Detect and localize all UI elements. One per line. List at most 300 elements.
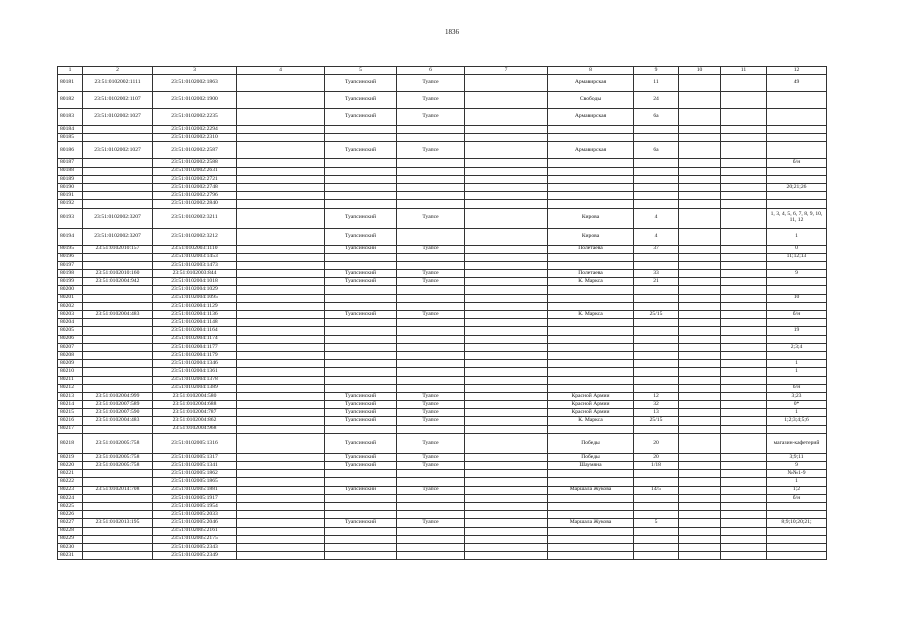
table-cell: 80210 bbox=[58, 368, 83, 376]
table-cell bbox=[721, 183, 767, 191]
table-cell bbox=[634, 294, 679, 302]
table-cell bbox=[721, 327, 767, 335]
column-header: 9 bbox=[634, 67, 679, 75]
table-row bbox=[58, 192, 827, 200]
table-cell bbox=[465, 519, 548, 527]
table-cell: 23:51:0102002:1111 bbox=[83, 75, 153, 92]
table-cell bbox=[634, 343, 679, 351]
table-cell bbox=[679, 294, 721, 302]
table-cell bbox=[325, 302, 397, 310]
table-cell: 23:51:0102002:2587 bbox=[153, 142, 237, 159]
table-cell bbox=[721, 519, 767, 527]
table-cell bbox=[721, 253, 767, 261]
table-cell bbox=[83, 376, 153, 384]
table-cell bbox=[397, 126, 465, 134]
table-cell: 80212 bbox=[58, 384, 83, 392]
table-cell bbox=[721, 392, 767, 400]
table-cell bbox=[397, 502, 465, 510]
table-cell: 23:51:0102014:708 bbox=[83, 486, 153, 494]
table-cell: 23:51:0102002:1027 bbox=[83, 109, 153, 126]
table-cell: Туапсе bbox=[397, 109, 465, 126]
table-cell: 80225 bbox=[58, 502, 83, 510]
table-cell bbox=[397, 527, 465, 535]
table-cell bbox=[397, 470, 465, 478]
table-cell: 80195 bbox=[58, 245, 83, 253]
table-cell bbox=[679, 253, 721, 261]
table-cell bbox=[721, 175, 767, 183]
table-cell bbox=[237, 159, 325, 167]
table-cell: Полетаева bbox=[548, 270, 634, 278]
table-cell bbox=[237, 175, 325, 183]
table-cell: Туапсе bbox=[397, 486, 465, 494]
table-cell: 23:51:0102004:688 bbox=[153, 401, 237, 409]
table-cell: 23:51:0102007:589 bbox=[83, 401, 153, 409]
table-cell: 1, 3, 4, 5, 6, 7, 8, 9, 10, 11, 12 bbox=[767, 208, 827, 228]
table-cell bbox=[83, 192, 153, 200]
table-cell bbox=[634, 175, 679, 183]
table-cell bbox=[325, 425, 397, 433]
table-cell bbox=[237, 142, 325, 159]
table-cell: 80199 bbox=[58, 278, 83, 286]
table-cell: 23:51:0102005:2175 bbox=[153, 535, 237, 543]
table-cell: Туапсинский bbox=[325, 519, 397, 527]
table-cell bbox=[325, 376, 397, 384]
table-cell bbox=[679, 453, 721, 461]
table-cell bbox=[679, 519, 721, 527]
column-header: 3 bbox=[153, 67, 237, 75]
table-cell bbox=[237, 294, 325, 302]
table-cell bbox=[465, 167, 548, 175]
table-cell: Красной Армии bbox=[548, 392, 634, 400]
table-row bbox=[58, 159, 827, 167]
table-cell: 23:51:0102005:1316 bbox=[153, 433, 237, 453]
table-cell bbox=[397, 360, 465, 368]
table-cell bbox=[721, 360, 767, 368]
table-cell bbox=[721, 192, 767, 200]
table-cell bbox=[83, 502, 153, 510]
table-cell: 49 bbox=[767, 75, 827, 92]
table-cell bbox=[465, 401, 548, 409]
table-cell bbox=[465, 511, 548, 519]
table-cell bbox=[237, 261, 325, 269]
table-cell: Туапсинский bbox=[325, 142, 397, 159]
table-cell: Туапсе bbox=[397, 75, 465, 92]
table-cell: 23:51:0102004:1361 bbox=[153, 368, 237, 376]
table-cell bbox=[237, 351, 325, 359]
table-cell: 23:51:0102007:590 bbox=[83, 409, 153, 417]
table-cell bbox=[548, 494, 634, 502]
table-cell bbox=[548, 368, 634, 376]
table-cell bbox=[634, 351, 679, 359]
table-cell: 23:51:0102005:758 bbox=[83, 453, 153, 461]
table-row bbox=[58, 502, 827, 510]
table-cell: Туапсе bbox=[397, 208, 465, 228]
table-cell: 80227 bbox=[58, 519, 83, 527]
table-cell bbox=[679, 462, 721, 470]
table-cell bbox=[634, 261, 679, 269]
table-cell bbox=[237, 245, 325, 253]
table-cell bbox=[721, 208, 767, 228]
table-cell bbox=[325, 167, 397, 175]
table-row bbox=[58, 511, 827, 519]
table-cell bbox=[465, 159, 548, 167]
table-cell bbox=[721, 425, 767, 433]
table-cell bbox=[767, 192, 827, 200]
table-cell bbox=[767, 425, 827, 433]
table-cell bbox=[548, 175, 634, 183]
table-cell: 80182 bbox=[58, 92, 83, 109]
table-cell bbox=[548, 126, 634, 134]
table-row bbox=[58, 92, 827, 109]
table-cell: 23:51:0102004:1389 bbox=[153, 384, 237, 392]
table-cell bbox=[237, 425, 325, 433]
table-cell: 23:51:0102005:1865 bbox=[153, 478, 237, 486]
table-cell: 23:51:0102004:1378 bbox=[153, 376, 237, 384]
table-cell bbox=[721, 343, 767, 351]
table-cell bbox=[237, 200, 325, 208]
table-cell: 14/5 bbox=[634, 486, 679, 494]
table-cell: 80211 bbox=[58, 376, 83, 384]
table-cell bbox=[325, 327, 397, 335]
table-cell bbox=[679, 376, 721, 384]
table-cell: 23:51:0102002:2796 bbox=[153, 192, 237, 200]
table-cell bbox=[465, 92, 548, 109]
table-cell bbox=[397, 376, 465, 384]
table-cell: 23:51:0102002:3212 bbox=[153, 228, 237, 245]
column-header: 1 bbox=[58, 67, 83, 75]
table-cell: Красной Армии bbox=[548, 409, 634, 417]
table-cell bbox=[465, 494, 548, 502]
table-row bbox=[58, 417, 827, 425]
table-cell: 24 bbox=[634, 92, 679, 109]
table-cell bbox=[325, 126, 397, 134]
table-cell bbox=[721, 134, 767, 142]
table-cell bbox=[83, 511, 153, 519]
table-cell bbox=[721, 302, 767, 310]
table-cell: Туапсинский bbox=[325, 208, 397, 228]
table-cell: 80203 bbox=[58, 311, 83, 319]
table-cell bbox=[634, 478, 679, 486]
table-cell: Полетаева bbox=[548, 245, 634, 253]
table-cell bbox=[548, 502, 634, 510]
table-cell bbox=[679, 261, 721, 269]
table-row bbox=[58, 109, 827, 126]
table-cell: 23:51:0102004:1129 bbox=[153, 302, 237, 310]
table-cell: 1 bbox=[767, 228, 827, 245]
table-cell bbox=[237, 286, 325, 294]
table-cell bbox=[83, 384, 153, 392]
table-cell bbox=[548, 183, 634, 191]
table-cell bbox=[767, 126, 827, 134]
table-cell: Туапсе bbox=[397, 409, 465, 417]
table-cell: 80209 bbox=[58, 360, 83, 368]
table-cell bbox=[237, 384, 325, 392]
table-row bbox=[58, 543, 827, 551]
table-cell bbox=[548, 360, 634, 368]
table-cell bbox=[83, 360, 153, 368]
table-cell bbox=[767, 527, 827, 535]
table-cell bbox=[721, 126, 767, 134]
table-cell bbox=[548, 134, 634, 142]
table-cell bbox=[721, 109, 767, 126]
table-cell: 9 bbox=[767, 270, 827, 278]
table-cell: 37 bbox=[634, 245, 679, 253]
table-cell: 80226 bbox=[58, 511, 83, 519]
table-cell bbox=[397, 327, 465, 335]
table-cell bbox=[237, 486, 325, 494]
table-cell bbox=[237, 126, 325, 134]
table-row bbox=[58, 200, 827, 208]
table-cell bbox=[465, 253, 548, 261]
table-row bbox=[58, 142, 827, 159]
table-cell: 23:51:0102003:1453 bbox=[153, 253, 237, 261]
table-cell bbox=[397, 535, 465, 543]
table-body bbox=[58, 75, 827, 560]
table-cell bbox=[634, 126, 679, 134]
table-cell bbox=[397, 552, 465, 560]
table-cell bbox=[465, 502, 548, 510]
table-cell: 80229 bbox=[58, 535, 83, 543]
table-cell: 80223 bbox=[58, 486, 83, 494]
table-cell bbox=[325, 134, 397, 142]
table-cell: 23:51:0102003:1473 bbox=[153, 261, 237, 269]
table-cell bbox=[325, 319, 397, 327]
table-cell bbox=[397, 134, 465, 142]
table-cell bbox=[767, 502, 827, 510]
table-cell bbox=[465, 278, 548, 286]
table-row bbox=[58, 278, 827, 286]
table-cell bbox=[465, 368, 548, 376]
table-cell bbox=[679, 302, 721, 310]
table-cell: 1 bbox=[767, 368, 827, 376]
table-cell bbox=[465, 245, 548, 253]
table-cell: 80202 bbox=[58, 302, 83, 310]
table-cell: б/н bbox=[767, 311, 827, 319]
table-cell bbox=[548, 253, 634, 261]
table-cell: 80187 bbox=[58, 159, 83, 167]
table-row bbox=[58, 470, 827, 478]
table-cell bbox=[548, 543, 634, 551]
table-cell bbox=[548, 478, 634, 486]
table-row bbox=[58, 486, 827, 494]
table-cell bbox=[237, 278, 325, 286]
table-cell: 1 bbox=[767, 409, 827, 417]
table-cell bbox=[634, 302, 679, 310]
table-cell bbox=[679, 351, 721, 359]
table-cell bbox=[721, 294, 767, 302]
table-cell bbox=[634, 183, 679, 191]
table-cell: 23:51:0102003:1110 bbox=[153, 245, 237, 253]
table-cell bbox=[237, 270, 325, 278]
table-cell bbox=[721, 417, 767, 425]
table-cell bbox=[721, 167, 767, 175]
table-cell: 80206 bbox=[58, 335, 83, 343]
table-cell bbox=[465, 142, 548, 159]
table-cell bbox=[83, 478, 153, 486]
table-cell bbox=[548, 302, 634, 310]
table-cell bbox=[237, 167, 325, 175]
table-cell bbox=[83, 351, 153, 359]
table-cell bbox=[237, 502, 325, 510]
table-cell bbox=[679, 175, 721, 183]
table-cell bbox=[325, 470, 397, 478]
table-cell bbox=[548, 294, 634, 302]
table-cell bbox=[465, 294, 548, 302]
table-cell bbox=[679, 167, 721, 175]
table-cell bbox=[465, 409, 548, 417]
table-cell: Туапсинский bbox=[325, 453, 397, 461]
table-cell: 23:51:0102002:1027 bbox=[83, 142, 153, 159]
table-cell bbox=[721, 200, 767, 208]
table-cell bbox=[237, 409, 325, 417]
table-cell bbox=[397, 302, 465, 310]
table-cell: 80220 bbox=[58, 462, 83, 470]
table-cell bbox=[767, 335, 827, 343]
column-header: 4 bbox=[237, 67, 325, 75]
table-cell bbox=[721, 502, 767, 510]
table-cell: Туапсинский bbox=[325, 245, 397, 253]
table-cell: Туапсинский bbox=[325, 433, 397, 453]
table-cell bbox=[679, 134, 721, 142]
table-cell: 1;2 bbox=[767, 486, 827, 494]
table-cell: 80201 bbox=[58, 294, 83, 302]
table-cell: 10 bbox=[767, 294, 827, 302]
table-cell bbox=[465, 327, 548, 335]
table-cell: №№1-9 bbox=[767, 470, 827, 478]
table-cell: 80184 bbox=[58, 126, 83, 134]
table-cell bbox=[237, 228, 325, 245]
table-cell: 23:51:0102005:1881 bbox=[153, 486, 237, 494]
table-cell bbox=[767, 535, 827, 543]
table-cell: 23:51:0102004:862 bbox=[153, 417, 237, 425]
column-header: 12 bbox=[767, 67, 827, 75]
table-cell: Красной Армии bbox=[548, 401, 634, 409]
table-cell bbox=[325, 384, 397, 392]
table-cell bbox=[679, 401, 721, 409]
table-cell: 23:51:0102004:1018 bbox=[153, 278, 237, 286]
table-cell bbox=[634, 319, 679, 327]
table-cell bbox=[679, 417, 721, 425]
table-cell bbox=[397, 175, 465, 183]
table-cell bbox=[83, 535, 153, 543]
table-cell: 23:51:0102005:1954 bbox=[153, 502, 237, 510]
table-cell bbox=[679, 192, 721, 200]
table-cell bbox=[767, 511, 827, 519]
table-cell bbox=[679, 159, 721, 167]
table-cell: 23:51:0102002:3207 bbox=[83, 228, 153, 245]
table-cell bbox=[767, 92, 827, 109]
table-row bbox=[58, 208, 827, 228]
table-cell: Туапсинский bbox=[325, 462, 397, 470]
table-cell: 80231 bbox=[58, 552, 83, 560]
table-cell bbox=[767, 278, 827, 286]
table-row bbox=[58, 126, 827, 134]
table-cell bbox=[397, 351, 465, 359]
table-cell: 80215 bbox=[58, 409, 83, 417]
table-cell: 80230 bbox=[58, 543, 83, 551]
table-cell: 20 bbox=[634, 453, 679, 461]
table-cell bbox=[721, 311, 767, 319]
table-cell bbox=[237, 92, 325, 109]
table-cell bbox=[548, 167, 634, 175]
table-row bbox=[58, 494, 827, 502]
table-cell bbox=[679, 478, 721, 486]
table-cell: 23:51:0102002:1863 bbox=[153, 75, 237, 92]
table-row bbox=[58, 167, 827, 175]
table-cell: Туапсинский bbox=[325, 109, 397, 126]
table-cell: 80207 bbox=[58, 343, 83, 351]
table-cell bbox=[465, 343, 548, 351]
table-cell: 80197 bbox=[58, 261, 83, 269]
table-cell: 0* bbox=[767, 401, 827, 409]
table-cell bbox=[237, 535, 325, 543]
table-cell bbox=[465, 319, 548, 327]
table-cell bbox=[548, 527, 634, 535]
table-cell: Туапсе bbox=[397, 142, 465, 159]
column-header: 7 bbox=[465, 67, 548, 75]
table-cell bbox=[325, 335, 397, 343]
table-cell bbox=[237, 494, 325, 502]
table-cell: 23:51:0102002:2748 bbox=[153, 183, 237, 191]
table-cell bbox=[767, 351, 827, 359]
table-cell bbox=[721, 409, 767, 417]
table-cell: 23:51:0102002:2294 bbox=[153, 126, 237, 134]
table-cell bbox=[679, 126, 721, 134]
table-row bbox=[58, 478, 827, 486]
table-row bbox=[58, 425, 827, 433]
table-cell bbox=[679, 527, 721, 535]
table-cell bbox=[83, 286, 153, 294]
table-cell: 80185 bbox=[58, 134, 83, 142]
table-cell: Маршала Жукова bbox=[548, 486, 634, 494]
table-cell bbox=[679, 486, 721, 494]
table-row bbox=[58, 376, 827, 384]
table-cell bbox=[634, 502, 679, 510]
table-cell: 23:51:0102004:1179 bbox=[153, 351, 237, 359]
table-cell: Туапсе bbox=[397, 278, 465, 286]
table-cell: Туапсе bbox=[397, 519, 465, 527]
table-cell: Туапсинский bbox=[325, 401, 397, 409]
table-cell bbox=[237, 335, 325, 343]
table-cell: 23:51:0102003:844 bbox=[153, 270, 237, 278]
table-cell bbox=[465, 453, 548, 461]
table-cell: 20;21;26 bbox=[767, 183, 827, 191]
table-cell bbox=[465, 478, 548, 486]
table-cell: Туапсинский bbox=[325, 270, 397, 278]
table-cell bbox=[679, 200, 721, 208]
table-cell bbox=[465, 392, 548, 400]
table-cell bbox=[634, 368, 679, 376]
table-cell bbox=[465, 270, 548, 278]
table-cell bbox=[767, 200, 827, 208]
table-cell bbox=[325, 261, 397, 269]
table-cell bbox=[679, 183, 721, 191]
table-row bbox=[58, 302, 827, 310]
table-cell bbox=[721, 142, 767, 159]
table-cell bbox=[721, 368, 767, 376]
table-cell bbox=[83, 302, 153, 310]
table-cell bbox=[465, 109, 548, 126]
table-cell: Свободы bbox=[548, 92, 634, 109]
table-row bbox=[58, 401, 827, 409]
column-header: 6 bbox=[397, 67, 465, 75]
table-cell: 23:51:0102004:999 bbox=[83, 392, 153, 400]
table-cell: Туапсе bbox=[397, 462, 465, 470]
table-cell: б/н bbox=[767, 494, 827, 502]
table-cell: 23:51:0102013:195 bbox=[83, 519, 153, 527]
table-cell bbox=[634, 335, 679, 343]
table-cell bbox=[721, 335, 767, 343]
